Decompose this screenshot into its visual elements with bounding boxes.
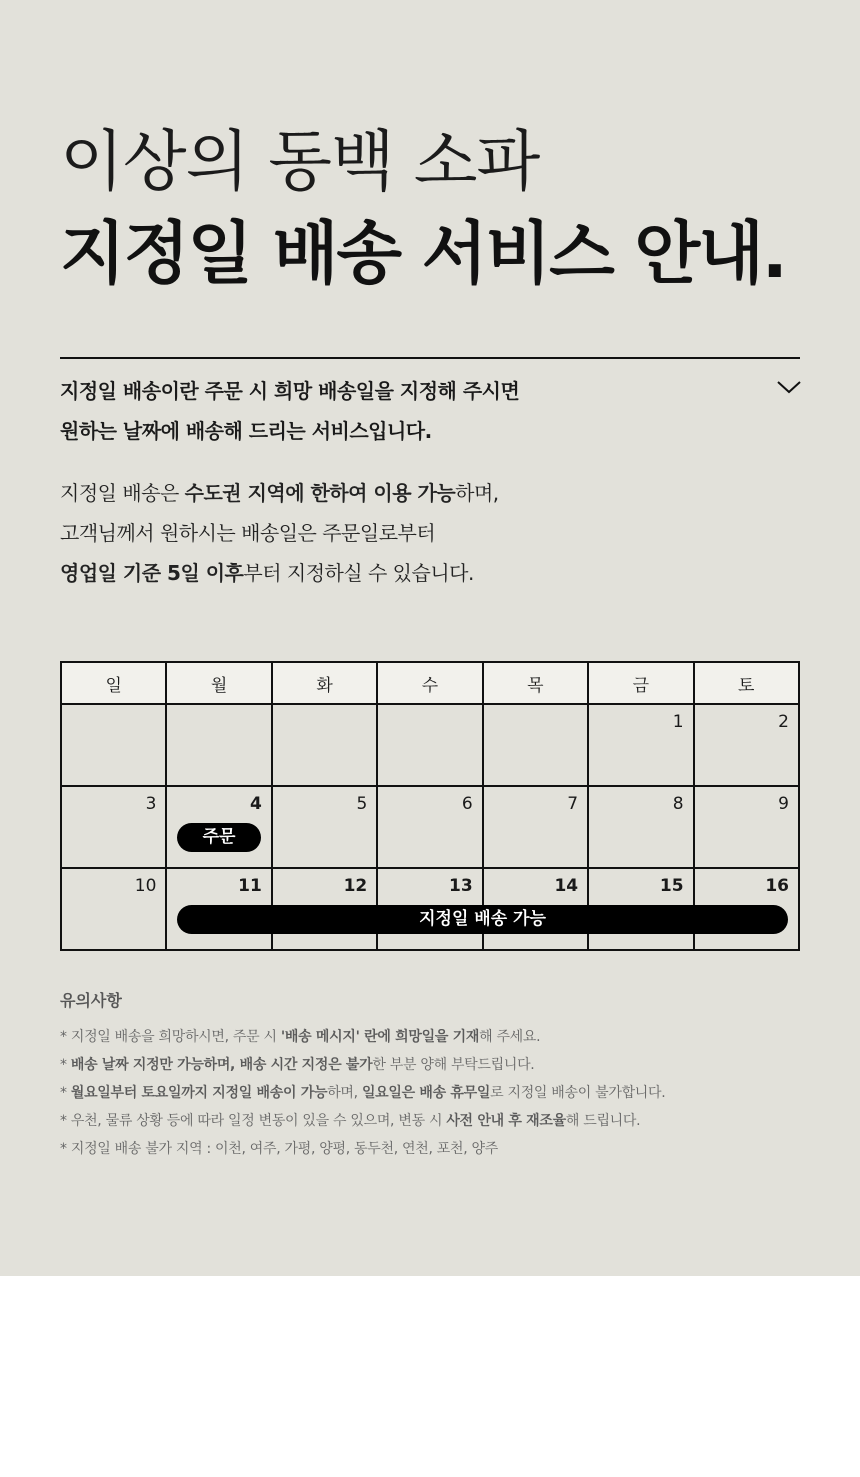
intro-line-2: 원하는 날짜에 배송해 드리는 서비스입니다. — [60, 419, 432, 443]
calendar-week — [61, 786, 799, 868]
day-number — [62, 705, 165, 712]
desc-text: 하며, — [455, 481, 499, 505]
day-number: 14 — [554, 876, 579, 896]
note-item — [60, 1082, 665, 1102]
day-number: 7 — [567, 794, 579, 814]
calendar-day — [61, 786, 166, 868]
chevron-down-icon[interactable] — [776, 378, 802, 396]
weekday-header: 수 — [377, 662, 482, 704]
day-number: 4 — [250, 794, 262, 814]
desc-text: 지정일 배송은 — [60, 481, 185, 505]
note-text: * 지정일 배송을 희망하시면, 주문 시 — [60, 1029, 281, 1045]
day-number — [378, 705, 481, 712]
note-emphasis: 월요일부터 토요일까지 지정일 배송이 가능 — [70, 1085, 328, 1101]
description-line-1 — [60, 477, 499, 506]
note-text: 한 부분 양해 부탁드립니다. — [372, 1057, 535, 1073]
day-number: 1 — [672, 712, 684, 732]
note-emphasis: 배송 날짜 지정만 가능하며, 배송 시간 지정은 불가 — [70, 1057, 373, 1073]
weekday-header: 토 — [694, 662, 799, 704]
calendar-day — [483, 786, 588, 868]
weekday-header: 일 — [61, 662, 166, 704]
delivery-available-bar: 지정일 배송 가능 — [177, 905, 788, 934]
day-number: 11 — [238, 876, 262, 896]
order-badge: 주문 — [177, 823, 261, 852]
weekday-header: 월 — [166, 662, 271, 704]
calendar-day — [272, 786, 377, 868]
calendar-week — [61, 704, 799, 786]
note-text: 로 지정일 배송이 불가합니다. — [490, 1085, 666, 1101]
calendar-day — [694, 786, 799, 868]
calendar-day — [588, 704, 693, 786]
calendar-day — [61, 704, 166, 786]
day-number: 16 — [765, 876, 789, 896]
day-number: 9 — [778, 794, 789, 814]
note-text: * 우천, 물류 상황 등에 따라 일정 변동이 있을 수 있으며, 변동 시 — [60, 1113, 447, 1129]
day-number: 8 — [672, 794, 684, 814]
note-text: * — [60, 1057, 71, 1073]
note-item — [60, 1054, 534, 1074]
day-number — [273, 705, 376, 712]
intro-line-1: 지정일 배송이란 주문 시 희망 배송일을 지정해 주시면 — [60, 379, 520, 403]
note-item — [60, 1110, 640, 1130]
divider — [60, 357, 800, 359]
day-number: 2 — [778, 712, 789, 732]
calendar-weekday-row — [61, 662, 799, 704]
description-line-2: 고객님께서 원하시는 배송일은 주문일로부터 — [60, 521, 436, 545]
desc-text: 부터 지정하실 수 있습니다. — [243, 561, 474, 585]
note-emphasis: 사전 안내 후 재조율 — [446, 1113, 566, 1129]
note-text: 해 드립니다. — [565, 1113, 641, 1129]
day-number: 10 — [134, 876, 157, 896]
calendar-day — [694, 704, 799, 786]
note-text: * — [60, 1085, 71, 1101]
calendar-day — [588, 786, 693, 868]
note-item — [60, 1026, 540, 1046]
desc-emphasis: 수도권 지역에 한하여 이용 가능 — [184, 481, 456, 505]
calendar-day — [483, 704, 588, 786]
weekday-header: 화 — [272, 662, 377, 704]
notes-title: 유의사항 — [60, 991, 122, 1010]
weekday-header: 목 — [483, 662, 588, 704]
day-number: 12 — [343, 876, 368, 896]
page-title: 지정일 배송 서비스 안내. — [60, 215, 786, 294]
day-number: 6 — [461, 794, 473, 814]
note-emphasis: '배송 메시지' 란에 희망일을 기재 — [280, 1029, 480, 1045]
day-number: 5 — [356, 794, 368, 814]
day-number — [167, 705, 270, 712]
calendar-day — [166, 704, 271, 786]
calendar-day — [377, 704, 482, 786]
weekday-header: 금 — [588, 662, 693, 704]
description-line-3 — [60, 557, 474, 586]
calendar-day — [272, 704, 377, 786]
calendar-day — [377, 786, 482, 868]
note-emphasis: 일요일은 배송 휴무일 — [361, 1085, 491, 1101]
desc-emphasis: 영업일 기준 5일 이후 — [60, 561, 244, 585]
note-item: * 지정일 배송 불가 지역 : 이천, 여주, 가평, 양평, 동두천, 연천, 포천, 양주 — [60, 1141, 498, 1157]
page-subtitle-product: 이상의 동백 소파 — [60, 123, 540, 200]
day-number — [484, 705, 587, 712]
day-number: 13 — [449, 876, 473, 896]
calendar-day — [61, 868, 166, 950]
note-text: 해 주세요. — [479, 1029, 541, 1045]
day-number: 15 — [659, 876, 684, 896]
note-text: 하며, — [327, 1085, 362, 1101]
day-number: 3 — [145, 794, 157, 814]
